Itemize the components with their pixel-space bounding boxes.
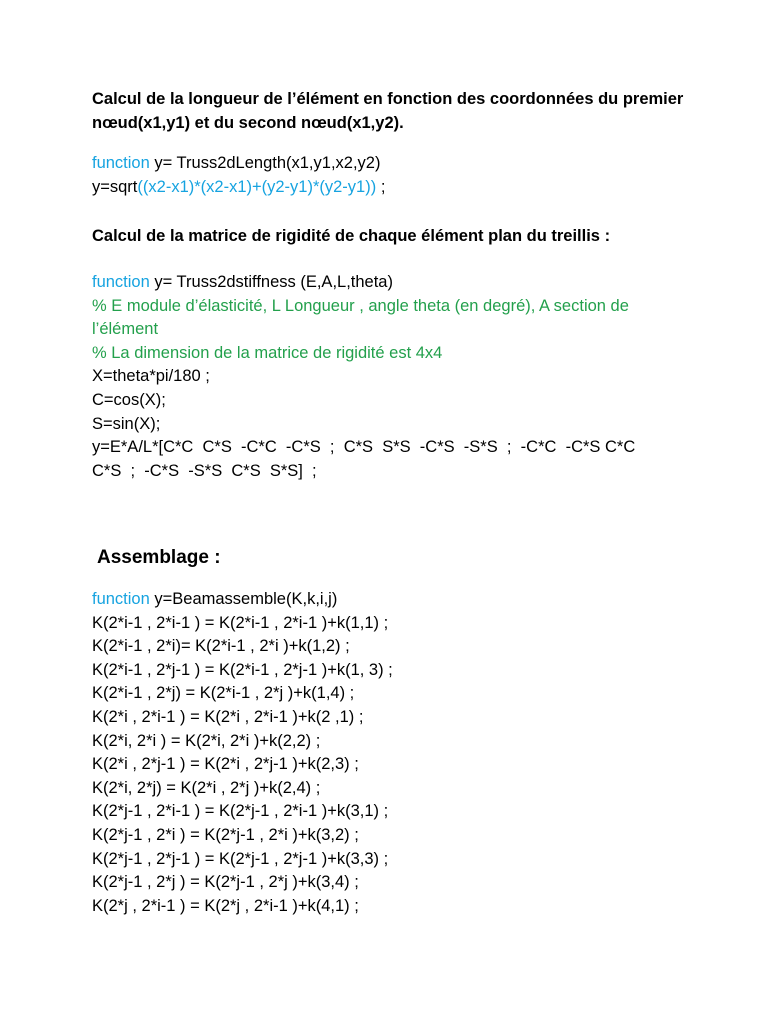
code-comment: % La dimension de la matrice de rigidité est 4x4 [92,343,443,362]
code-line: K(2*j-1 , 2*j-1 ) = K(2*j-1 , 2*j-1 )+k(3,3) ; [92,849,389,868]
code-text: y=sqrt [92,177,138,196]
code-line: K(2*i , 2*j-1 ) = K(2*i , 2*j-1 )+k(2,3) ; [92,755,359,774]
section-stiffness-heading: Calcul de la matrice de rigidité de chaque élément plan du treillis : [92,227,611,245]
function-keyword: function [92,273,150,291]
code-line: K(2*j-1 , 2*j ) = K(2*j-1 , 2*j )+k(3,4) ; [92,873,359,892]
length-function-code [92,152,692,199]
code-line: K(2*i-1 , 2*i)= K(2*i-1 , 2*i )+k(1,2) ; [92,637,350,656]
code-expression: ((x2-x1)*(x2-x1)+(y2-y1)*(y2-y1)) [137,177,377,196]
code-comment: % E module d’élasticité, L Longueur , angle theta (en degré), A section de l’élément [92,296,634,339]
code-line: K(2*i-1 , 2*i-1 ) = K(2*i-1 , 2*i-1 )+k(1,1) ; [92,613,389,632]
section-assembly-heading: Assemblage : [97,547,221,568]
code-line: y=E*A/L*[C*C C*S -C*C -C*S ; C*S S*S -C*S -S*S ; -C*C -C*S C*C C*S ; -C*S -S*S C*S S*S] ; [92,438,645,480]
function-keyword: function [92,590,150,608]
assembly-function-code [92,588,692,918]
code-line: K(2*i-1 , 2*j-1 ) = K(2*i-1 , 2*j-1 )+k(1, 3) ; [92,660,393,679]
code-line: K(2*i, 2*i ) = K(2*i, 2*i )+k(2,2) ; [92,731,321,750]
function-keyword: function [92,154,150,172]
section-length-heading: Calcul de la longueur de l’élément en fonction des coordonnées du premier nœud(x1,y1) et du second nœud(x1,y2). [92,90,684,132]
function-signature: y= Truss2dstiffness (E,A,L,theta) [149,273,393,291]
code-line: K(2*i, 2*j) = K(2*i , 2*j )+k(2,4) ; [92,778,321,797]
code-line [92,271,692,295]
code-text: ; [376,177,386,196]
code-line: K(2*j-1 , 2*i ) = K(2*j-1 , 2*i )+k(3,2) ; [92,825,359,844]
code-line: S=sin(X); [92,414,161,433]
code-line: C=cos(X); [92,390,166,409]
code-line [92,588,692,612]
code-line: X=theta*pi/180 ; [92,367,210,386]
function-signature: y=Beamassemble(K,k,i,j) [149,590,338,608]
code-line [92,152,692,176]
code-line [92,176,692,200]
stiffness-function-code [92,271,692,483]
function-signature: y= Truss2dLength(x1,y1,x2,y2) [149,154,381,172]
code-line: K(2*i , 2*i-1 ) = K(2*i , 2*i-1 )+k(2 ,1) ; [92,707,364,726]
code-line: K(2*i-1 , 2*j) = K(2*i-1 , 2*j )+k(1,4) ; [92,684,355,703]
code-line: K(2*j , 2*i-1 ) = K(2*j , 2*i-1 )+k(4,1) ; [92,896,359,915]
code-line: K(2*j-1 , 2*i-1 ) = K(2*j-1 , 2*i-1 )+k(3,1) ; [92,802,389,821]
